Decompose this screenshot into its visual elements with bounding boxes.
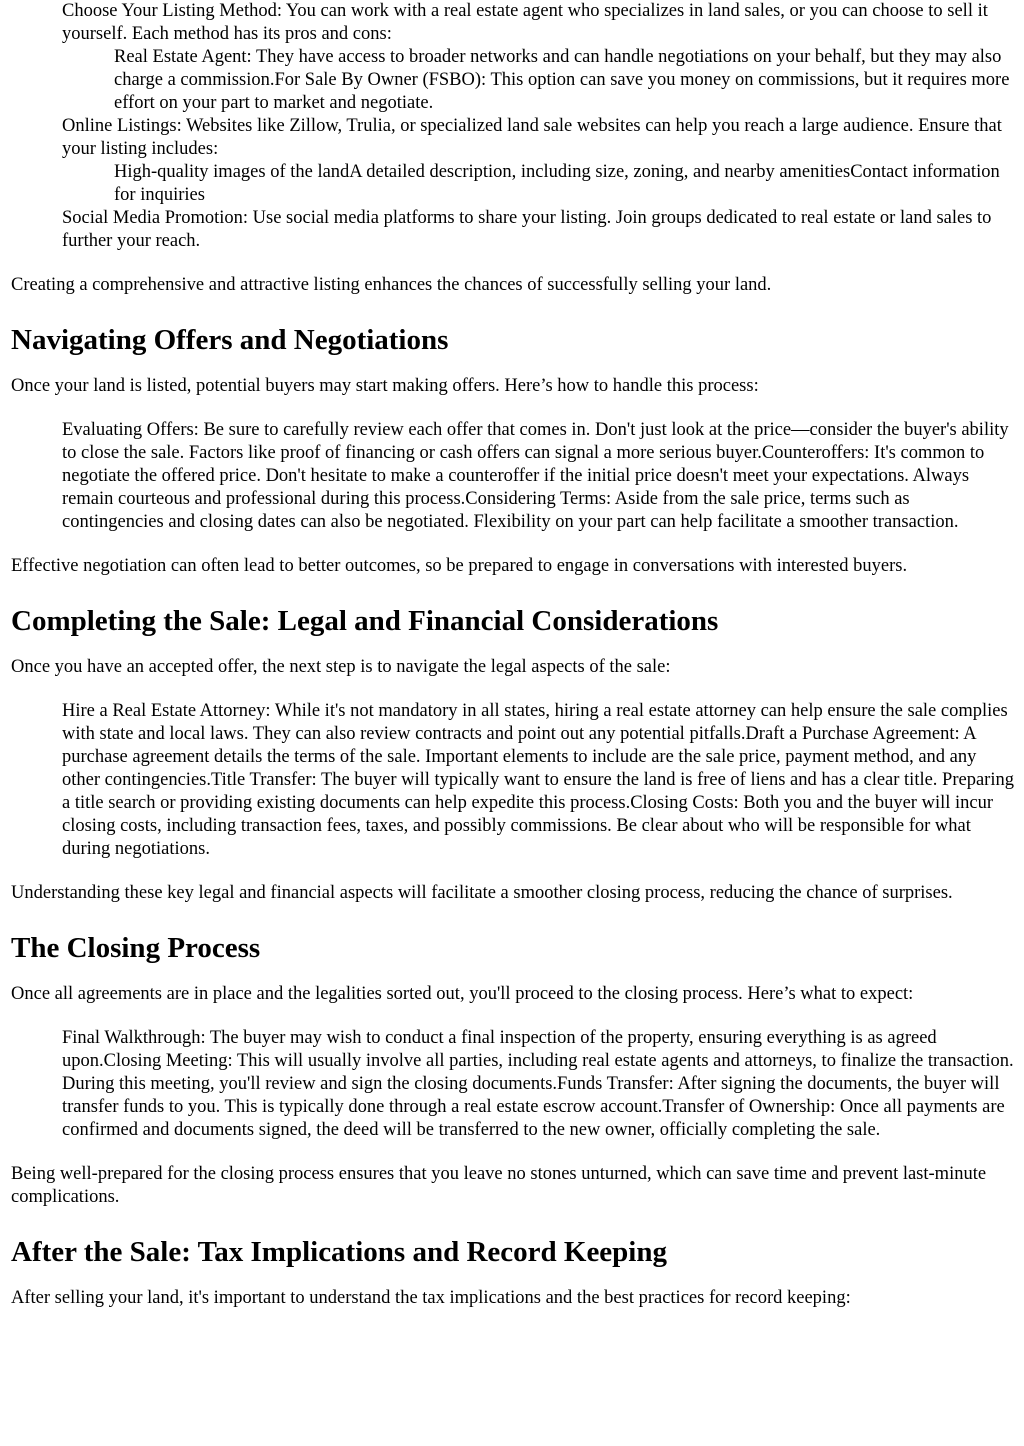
list-item-text: Hire a Real Estate Attorney: While it's not mandatory in all states, hiring a real estate attorney can help ensure the sale complies with state and local laws. They can also review contracts and point out any potential pitfalls.Draft a Purchase Agreement: A purchase agreement details the terms of the sale. Important elements to include are the sale price, payment method, and any other contingencies.Title Transfer: The buyer will typically want to ensure the land is free of liens and has a clear title. Preparing a title search or providing existing documents can help expedite this process.Closing Costs: Both you and the buyer will incur closing costs, including transaction fees, taxes, and possibly commissions. Be clear about who will be responsible for what during negotiations. (62, 701, 1014, 859)
section-intro-paragraph: Once your land is listed, potential buyers may start making offers. Here’s how to handle this process: (11, 376, 759, 396)
section-heading-completing-sale: Completing the Sale: Legal and Financial Considerations (11, 605, 719, 637)
section-intro-paragraph: After selling your land, it's important to understand the tax implications and the best practices for record keeping: (11, 1288, 851, 1308)
social-media-item (11, 207, 1014, 253)
list-item-text: Choose Your Listing Method: You can work with a real estate agent who specializes in land sales, or you can choose to sell it yourself. Each method has its pros and cons: (62, 1, 988, 44)
list-item-text: Real Estate Agent: They have access to broader networks and can handle negotiations on your behalf, but they may also charge a commission.For Sale By Owner (FSBO): This option can save you money on commissions, but it requires more effort on your part to market and negotiate. (114, 47, 1010, 113)
list-item-text: Online Listings: Websites like Zillow, Trulia, or specialized land sale websites can help you reach a large audience. Ensure that your listing includes: (62, 116, 1002, 159)
listing-method-item (11, 0, 1014, 46)
listing-summary-paragraph: Creating a comprehensive and attractive listing enhances the chances of successfully selling your land. (11, 275, 772, 295)
section-outro-paragraph: Being well-prepared for the closing process ensures that you leave no stones unturned, which can save time and prevent last-minute complications. (11, 1164, 987, 1207)
section-outro-paragraph: Effective negotiation can often lead to better outcomes, so be prepared to engage in conversations with interested buyers. (11, 556, 908, 576)
section-list-block (11, 419, 1014, 534)
section-intro-paragraph: Once you have an accepted offer, the next step is to navigate the legal aspects of the sale: (11, 657, 671, 677)
list-item-text: Evaluating Offers: Be sure to carefully review each offer that comes in. Don't just look at the price—consider the buyer's ability to close the sale. Factors like proof of financing or cash offers can signal a more serious buyer.Counteroffers: It's common to negotiate the offered price. Don't hesitate to make a counteroffer if the initial price doesn't meet your expectations. Always remain courteous and professional during this process.Considering Terms: Aside from the sale price, terms such as contingencies and closing dates can also be negotiated. Flexibility on your part can help facilitate a smoother transaction. (62, 420, 1009, 532)
section-intro-paragraph: Once all agreements are in place and the legalities sorted out, you'll proceed to the closing process. Here’s what to expect: (11, 984, 914, 1004)
listing-includes-subitem (11, 161, 1014, 207)
section-heading-after-sale: After the Sale: Tax Implications and Record Keeping (11, 1236, 667, 1268)
list-item-text: Final Walkthrough: The buyer may wish to conduct a final inspection of the property, ensuring everything is as agreed upon.Closing Meeting: This will usually involve all parties, including real estate agents and attorneys, to finalize the transaction. During this meeting, you'll review and sign the closing documents.Funds Transfer: After signing the documents, the buyer will transfer funds to you. This is typically done through a real estate escrow account.Transfer of Ownership: Once all payments are confirmed and documents signed, the deed will be transferred to the new owner, officially completing the sale. (62, 1028, 1014, 1140)
section-heading-offers: Navigating Offers and Negotiations (11, 324, 449, 356)
list-item-text: Social Media Promotion: Use social media platforms to share your listing. Join groups dedicated to real estate or land sales to further your reach. (62, 208, 992, 251)
list-item-text: High-quality images of the landA detailed description, including size, zoning, and nearby amenitiesContact information for inquiries (114, 162, 1000, 205)
agent-fsbo-subitem (11, 46, 1014, 115)
section-list-block (11, 1027, 1014, 1142)
section-list-block (11, 700, 1014, 861)
online-listings-item (11, 115, 1014, 161)
section-heading-closing-process: The Closing Process (11, 932, 261, 964)
section-outro-paragraph: Understanding these key legal and financial aspects will facilitate a smoother closing process, reducing the chance of surprises. (11, 883, 953, 903)
